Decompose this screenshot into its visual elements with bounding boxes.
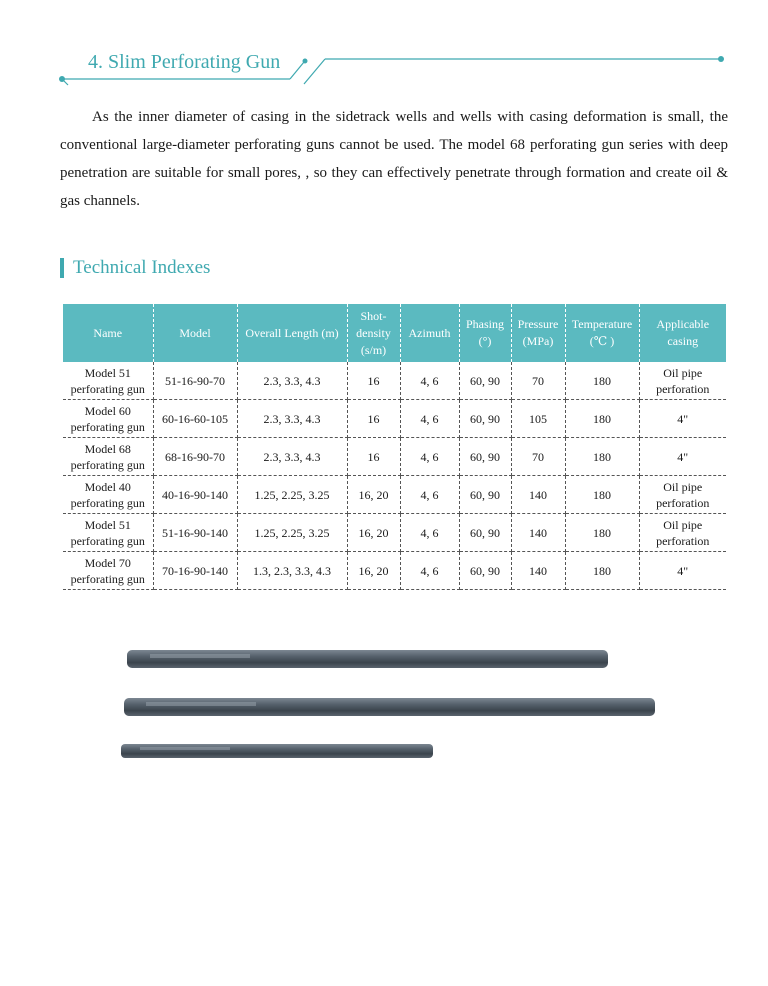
cell-name: Model 68 perforating gun — [63, 438, 153, 476]
cell-model: 60-16-60-105 — [153, 400, 237, 438]
cell-applicable-casing: 4" — [639, 552, 726, 590]
cell-overall-length: 1.25, 2.25, 3.25 — [237, 514, 347, 552]
table-row — [63, 362, 726, 400]
cell-shot-density: 16, 20 — [347, 476, 400, 514]
cell-overall-length: 2.3, 3.3, 4.3 — [237, 438, 347, 476]
cell-model: 51-16-90-140 — [153, 514, 237, 552]
cell-shot-density: 16 — [347, 400, 400, 438]
cell-name: Model 60 perforating gun — [63, 400, 153, 438]
cell-overall-length: 1.3, 2.3, 3.3, 4.3 — [237, 552, 347, 590]
table-row — [63, 514, 726, 552]
cell-azimuth: 4, 6 — [400, 476, 459, 514]
section-title-banner — [0, 30, 768, 90]
header-shot-density: Shot-density (s/m) — [347, 304, 400, 362]
intro-paragraph: As the inner diameter of casing in the sidetrack wells and wells with casing deformation is small, the conventional large-diameter perforating guns cannot be used. The model 68 perforating gun series with deep penetration are suitable for small pores, , so they can effectively penetrate through formation and create oil & gas channels. — [60, 109, 728, 209]
cell-pressure: 140 — [511, 514, 565, 552]
cell-applicable-casing: 4" — [639, 438, 726, 476]
cell-pressure: 70 — [511, 362, 565, 400]
table-row — [63, 438, 726, 476]
header-model: Model — [153, 304, 237, 362]
cell-applicable-casing: Oil pipe perforation — [639, 476, 726, 514]
cell-name: Model 40 perforating gun — [63, 476, 153, 514]
cell-pressure: 140 — [511, 552, 565, 590]
cell-name: Model 51 perforating gun — [63, 514, 153, 552]
cell-pressure: 105 — [511, 400, 565, 438]
cell-phasing: 60, 90 — [459, 400, 511, 438]
cell-temperature: 180 — [565, 438, 639, 476]
cell-temperature: 180 — [565, 476, 639, 514]
header-name: Name — [63, 304, 153, 362]
cell-azimuth: 4, 6 — [400, 400, 459, 438]
cell-azimuth: 4, 6 — [400, 438, 459, 476]
header-overall-length: Overall Length (m) — [237, 304, 347, 362]
cell-model: 68-16-90-70 — [153, 438, 237, 476]
table-row — [63, 476, 726, 514]
cell-model: 40-16-90-140 — [153, 476, 237, 514]
cell-temperature: 180 — [565, 552, 639, 590]
cell-name: Model 51 perforating gun — [63, 362, 153, 400]
cell-shot-density: 16 — [347, 362, 400, 400]
technical-indexes-heading — [60, 256, 210, 280]
cell-applicable-casing: Oil pipe perforation — [639, 362, 726, 400]
header-temperature: Temperature (℃ ) — [565, 304, 639, 362]
cell-temperature: 180 — [565, 514, 639, 552]
table-header-row — [63, 304, 726, 362]
cell-model: 70-16-90-140 — [153, 552, 237, 590]
cell-phasing: 60, 90 — [459, 438, 511, 476]
perforating-gun-photo — [0, 640, 768, 770]
header-azimuth: Azimuth — [400, 304, 459, 362]
cell-shot-density: 16, 20 — [347, 514, 400, 552]
technical-indexes-title: Technical Indexes — [73, 257, 211, 278]
cell-overall-length: 2.3, 3.3, 4.3 — [237, 400, 347, 438]
header-phasing: Phasing (°) — [459, 304, 511, 362]
cell-overall-length: 2.3, 3.3, 4.3 — [237, 362, 347, 400]
section-title: 4. Slim Perforating Gun — [88, 51, 281, 73]
cell-phasing: 60, 90 — [459, 552, 511, 590]
table-row — [63, 552, 726, 590]
technical-indexes-table — [63, 304, 726, 590]
cell-phasing: 60, 90 — [459, 362, 511, 400]
cell-phasing: 60, 90 — [459, 514, 511, 552]
cell-azimuth: 4, 6 — [400, 362, 459, 400]
gun-pipe-middle — [124, 698, 655, 716]
cell-azimuth: 4, 6 — [400, 514, 459, 552]
cell-applicable-casing: Oil pipe perforation — [639, 514, 726, 552]
cell-name: Model 70 perforating gun — [63, 552, 153, 590]
cell-azimuth: 4, 6 — [400, 552, 459, 590]
header-applicable-casing: Applicable casing — [639, 304, 726, 362]
cell-pressure: 70 — [511, 438, 565, 476]
cell-overall-length: 1.25, 2.25, 3.25 — [237, 476, 347, 514]
gun-pipe-top — [127, 650, 608, 668]
header-pressure: Pressure (MPa) — [511, 304, 565, 362]
cell-shot-density: 16 — [347, 438, 400, 476]
cell-pressure: 140 — [511, 476, 565, 514]
cell-temperature: 180 — [565, 400, 639, 438]
cell-shot-density: 16, 20 — [347, 552, 400, 590]
cell-model: 51-16-90-70 — [153, 362, 237, 400]
gun-pipe-bottom — [121, 744, 433, 758]
table-row — [63, 400, 726, 438]
cell-phasing: 60, 90 — [459, 476, 511, 514]
heading-accent-bar — [60, 258, 64, 278]
cell-applicable-casing: 4" — [639, 400, 726, 438]
cell-temperature: 180 — [565, 362, 639, 400]
